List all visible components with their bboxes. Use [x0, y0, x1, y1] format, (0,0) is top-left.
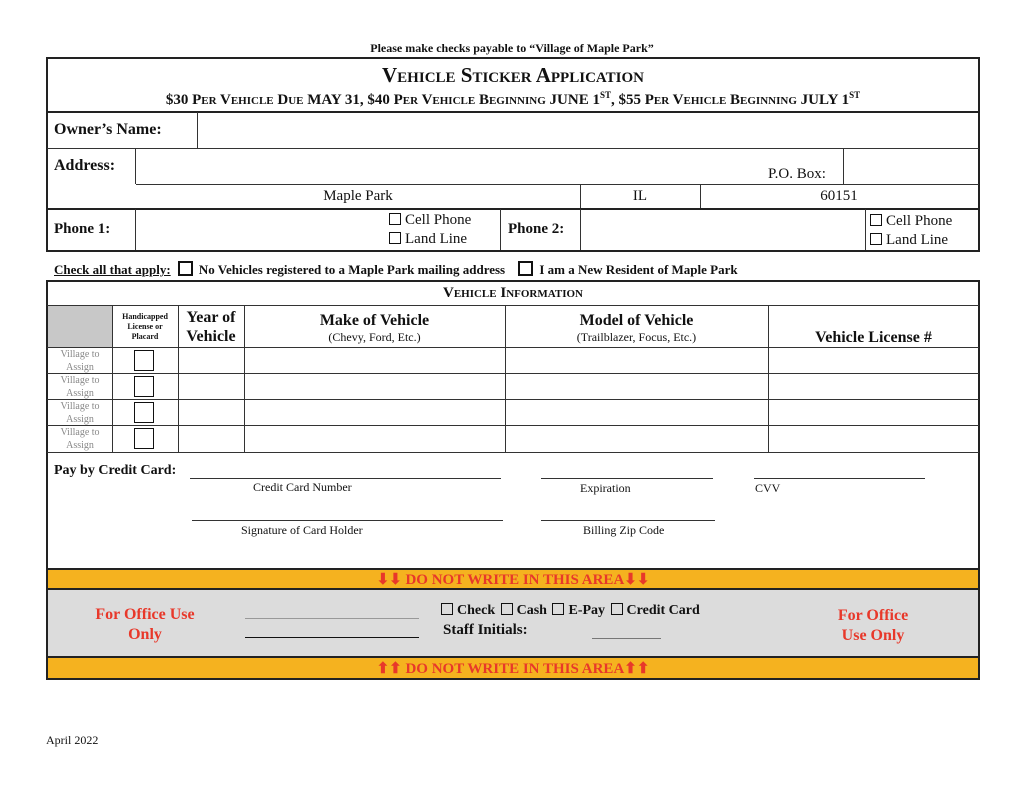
office-use-right-line2: Use Only: [841, 627, 905, 644]
office-check-checkbox[interactable]: [441, 603, 453, 615]
col-model-title: Model of Vehicle: [579, 312, 694, 329]
phone1-field[interactable]: [137, 210, 383, 249]
office-epay-label: E-Pay: [568, 603, 606, 618]
office-cash-label: Cash: [516, 603, 547, 618]
office-use-left-line1: For Office Use: [95, 606, 195, 623]
phone2-cell-label: Cell Phone: [886, 213, 953, 229]
fee-part-1: $30 Per Vehicle Due MAY 31, $40 Per Vehicle Beginning JUNE 1: [165, 92, 600, 108]
card-number-line[interactable]: [190, 478, 501, 479]
model-fields[interactable]: [506, 348, 768, 452]
address-label: Address:: [54, 157, 116, 174]
col-handicapped-line1: Handicapped: [122, 312, 168, 321]
po-box-label: P.O. Box:: [768, 166, 826, 182]
cvv-line[interactable]: [754, 478, 925, 479]
office-check-label: Check: [457, 603, 496, 618]
no-vehicles-checkbox[interactable]: [178, 261, 193, 276]
arrow-up-icon: ⬆⬆: [624, 661, 650, 677]
phone2-field[interactable]: [582, 210, 862, 249]
checks-payable-note: Please make checks payable to “Village of Maple Park”: [370, 41, 654, 55]
table-row: [48, 426, 112, 452]
do-not-write-bottom-label: DO NOT WRITE IN THIS AREA: [405, 661, 625, 677]
table-row: [48, 374, 112, 400]
new-resident-label: I am a New Resident of Maple Park: [539, 262, 738, 277]
state-value: IL: [632, 188, 648, 204]
fee-sup-1: ST: [599, 90, 611, 100]
no-vehicles-label: No Vehicles registered to a Maple Park mailing address: [198, 262, 506, 277]
owner-name-field[interactable]: [198, 113, 978, 147]
row2-handicapped-checkbox[interactable]: [134, 376, 154, 397]
row1-assign-line1: Village to: [60, 349, 100, 360]
office-use-right-line1: For Office: [837, 607, 909, 624]
office-cash-checkbox[interactable]: [501, 603, 513, 615]
col-model: [505, 312, 768, 345]
row4-handicapped-checkbox[interactable]: [134, 428, 154, 449]
arrow-up-icon: ⬆⬆: [376, 661, 402, 677]
phone2-cell-option[interactable]: [870, 212, 952, 231]
phone1-cell-option[interactable]: [389, 211, 471, 230]
new-resident-checkbox[interactable]: [518, 261, 533, 276]
phone2-cell-checkbox[interactable]: [870, 214, 882, 226]
phone1-label: Phone 1:: [54, 221, 111, 237]
do-not-write-top-label: DO NOT WRITE IN THIS AREA: [405, 572, 625, 588]
year-fields[interactable]: [179, 348, 244, 452]
footer-date: April 2022: [46, 733, 99, 747]
col-make-hint: (Chevy, Ford, Etc.): [328, 330, 421, 344]
row2-assign-line2: Assign: [66, 388, 94, 399]
arrow-down-icon: ⬇⬇: [624, 572, 650, 588]
phone2-land-option[interactable]: [870, 231, 952, 250]
phone1-land-label: Land Line: [405, 231, 468, 247]
billing-zip-caption: Billing Zip Code: [583, 523, 665, 537]
check-all-label: Check all that apply:: [54, 262, 171, 277]
arrow-down-icon: ⬇⬇: [376, 572, 402, 588]
office-use-left: [78, 605, 212, 645]
office-epay-checkbox[interactable]: [552, 603, 564, 615]
col-year-line1: Year of: [186, 309, 236, 326]
staff-initials-line[interactable]: [592, 638, 661, 639]
col-handicapped-line3: Placard: [131, 332, 159, 341]
phone1-cell-label: Cell Phone: [405, 212, 472, 228]
signature-line[interactable]: [192, 520, 503, 521]
address-field[interactable]: [137, 150, 747, 183]
row3-assign-line2: Assign: [66, 414, 94, 425]
row3-handicapped-checkbox[interactable]: [134, 402, 154, 423]
make-fields[interactable]: [245, 348, 505, 452]
pay-by-card-label: Pay by Credit Card:: [54, 463, 177, 478]
fee-schedule: [46, 90, 980, 109]
expiration-caption: Expiration: [580, 481, 631, 495]
form-title: Vehicle Sticker Application: [382, 63, 644, 87]
row4-assign-line1: Village to: [60, 427, 100, 438]
row1-assign-line2: Assign: [66, 362, 94, 373]
phone1-land-checkbox[interactable]: [389, 232, 401, 244]
col-make: [244, 312, 505, 345]
city-value: Maple Park: [323, 188, 393, 204]
phone1-land-option[interactable]: [389, 230, 471, 249]
table-corner-cell: [48, 306, 112, 347]
cvv-caption: CVV: [755, 481, 781, 495]
table-row: [48, 348, 112, 374]
col-model-hint: (Trailblazer, Focus, Etc.): [576, 330, 697, 344]
row1-handicapped-checkbox[interactable]: [134, 350, 154, 371]
table-row: [48, 400, 112, 426]
phone2-land-label: Land Line: [886, 232, 949, 248]
signature-caption: Signature of Card Holder: [241, 523, 363, 537]
col-license: Vehicle License #: [815, 329, 932, 346]
vehicle-info-heading: Vehicle Information: [442, 285, 583, 301]
office-use-right: [818, 606, 928, 646]
phone2-land-checkbox[interactable]: [870, 233, 882, 245]
phone1-cell-checkbox[interactable]: [389, 213, 401, 225]
expiration-line[interactable]: [541, 478, 713, 479]
row4-assign-line2: Assign: [66, 440, 94, 451]
phone1-type: [389, 211, 471, 249]
phone2-label: Phone 2:: [508, 221, 565, 237]
billing-zip-line[interactable]: [541, 520, 715, 521]
po-box-field[interactable]: [845, 150, 978, 183]
zip-value: 60151: [820, 188, 858, 204]
owner-name-label: Owner’s Name:: [54, 121, 162, 138]
payment-method-options: [441, 603, 700, 619]
office-use-left-line2: Only: [128, 626, 162, 643]
col-make-title: Make of Vehicle: [319, 312, 430, 329]
office-credit-label: Credit Card: [626, 603, 700, 618]
col-handicapped-line2: License or: [127, 322, 163, 331]
license-fields[interactable]: [769, 348, 978, 452]
do-not-write-top-text: [46, 570, 980, 589]
col-year: [178, 308, 244, 346]
do-not-write-bottom-text: [46, 659, 980, 678]
check-all-row: [54, 261, 738, 278]
fee-sup-2: ST: [849, 90, 861, 100]
phone2-type: [870, 212, 952, 250]
row2-assign-line1: Village to: [60, 375, 100, 386]
fee-part-2: , $55 Per Vehicle Beginning JULY 1: [610, 92, 850, 108]
staff-initials-label: Staff Initials:: [443, 622, 528, 638]
card-number-caption: Credit Card Number: [253, 480, 352, 494]
office-credit-checkbox[interactable]: [611, 603, 623, 615]
col-handicapped: [112, 312, 178, 342]
row3-assign-line1: Village to: [60, 401, 100, 412]
col-year-line2: Vehicle: [186, 328, 236, 345]
